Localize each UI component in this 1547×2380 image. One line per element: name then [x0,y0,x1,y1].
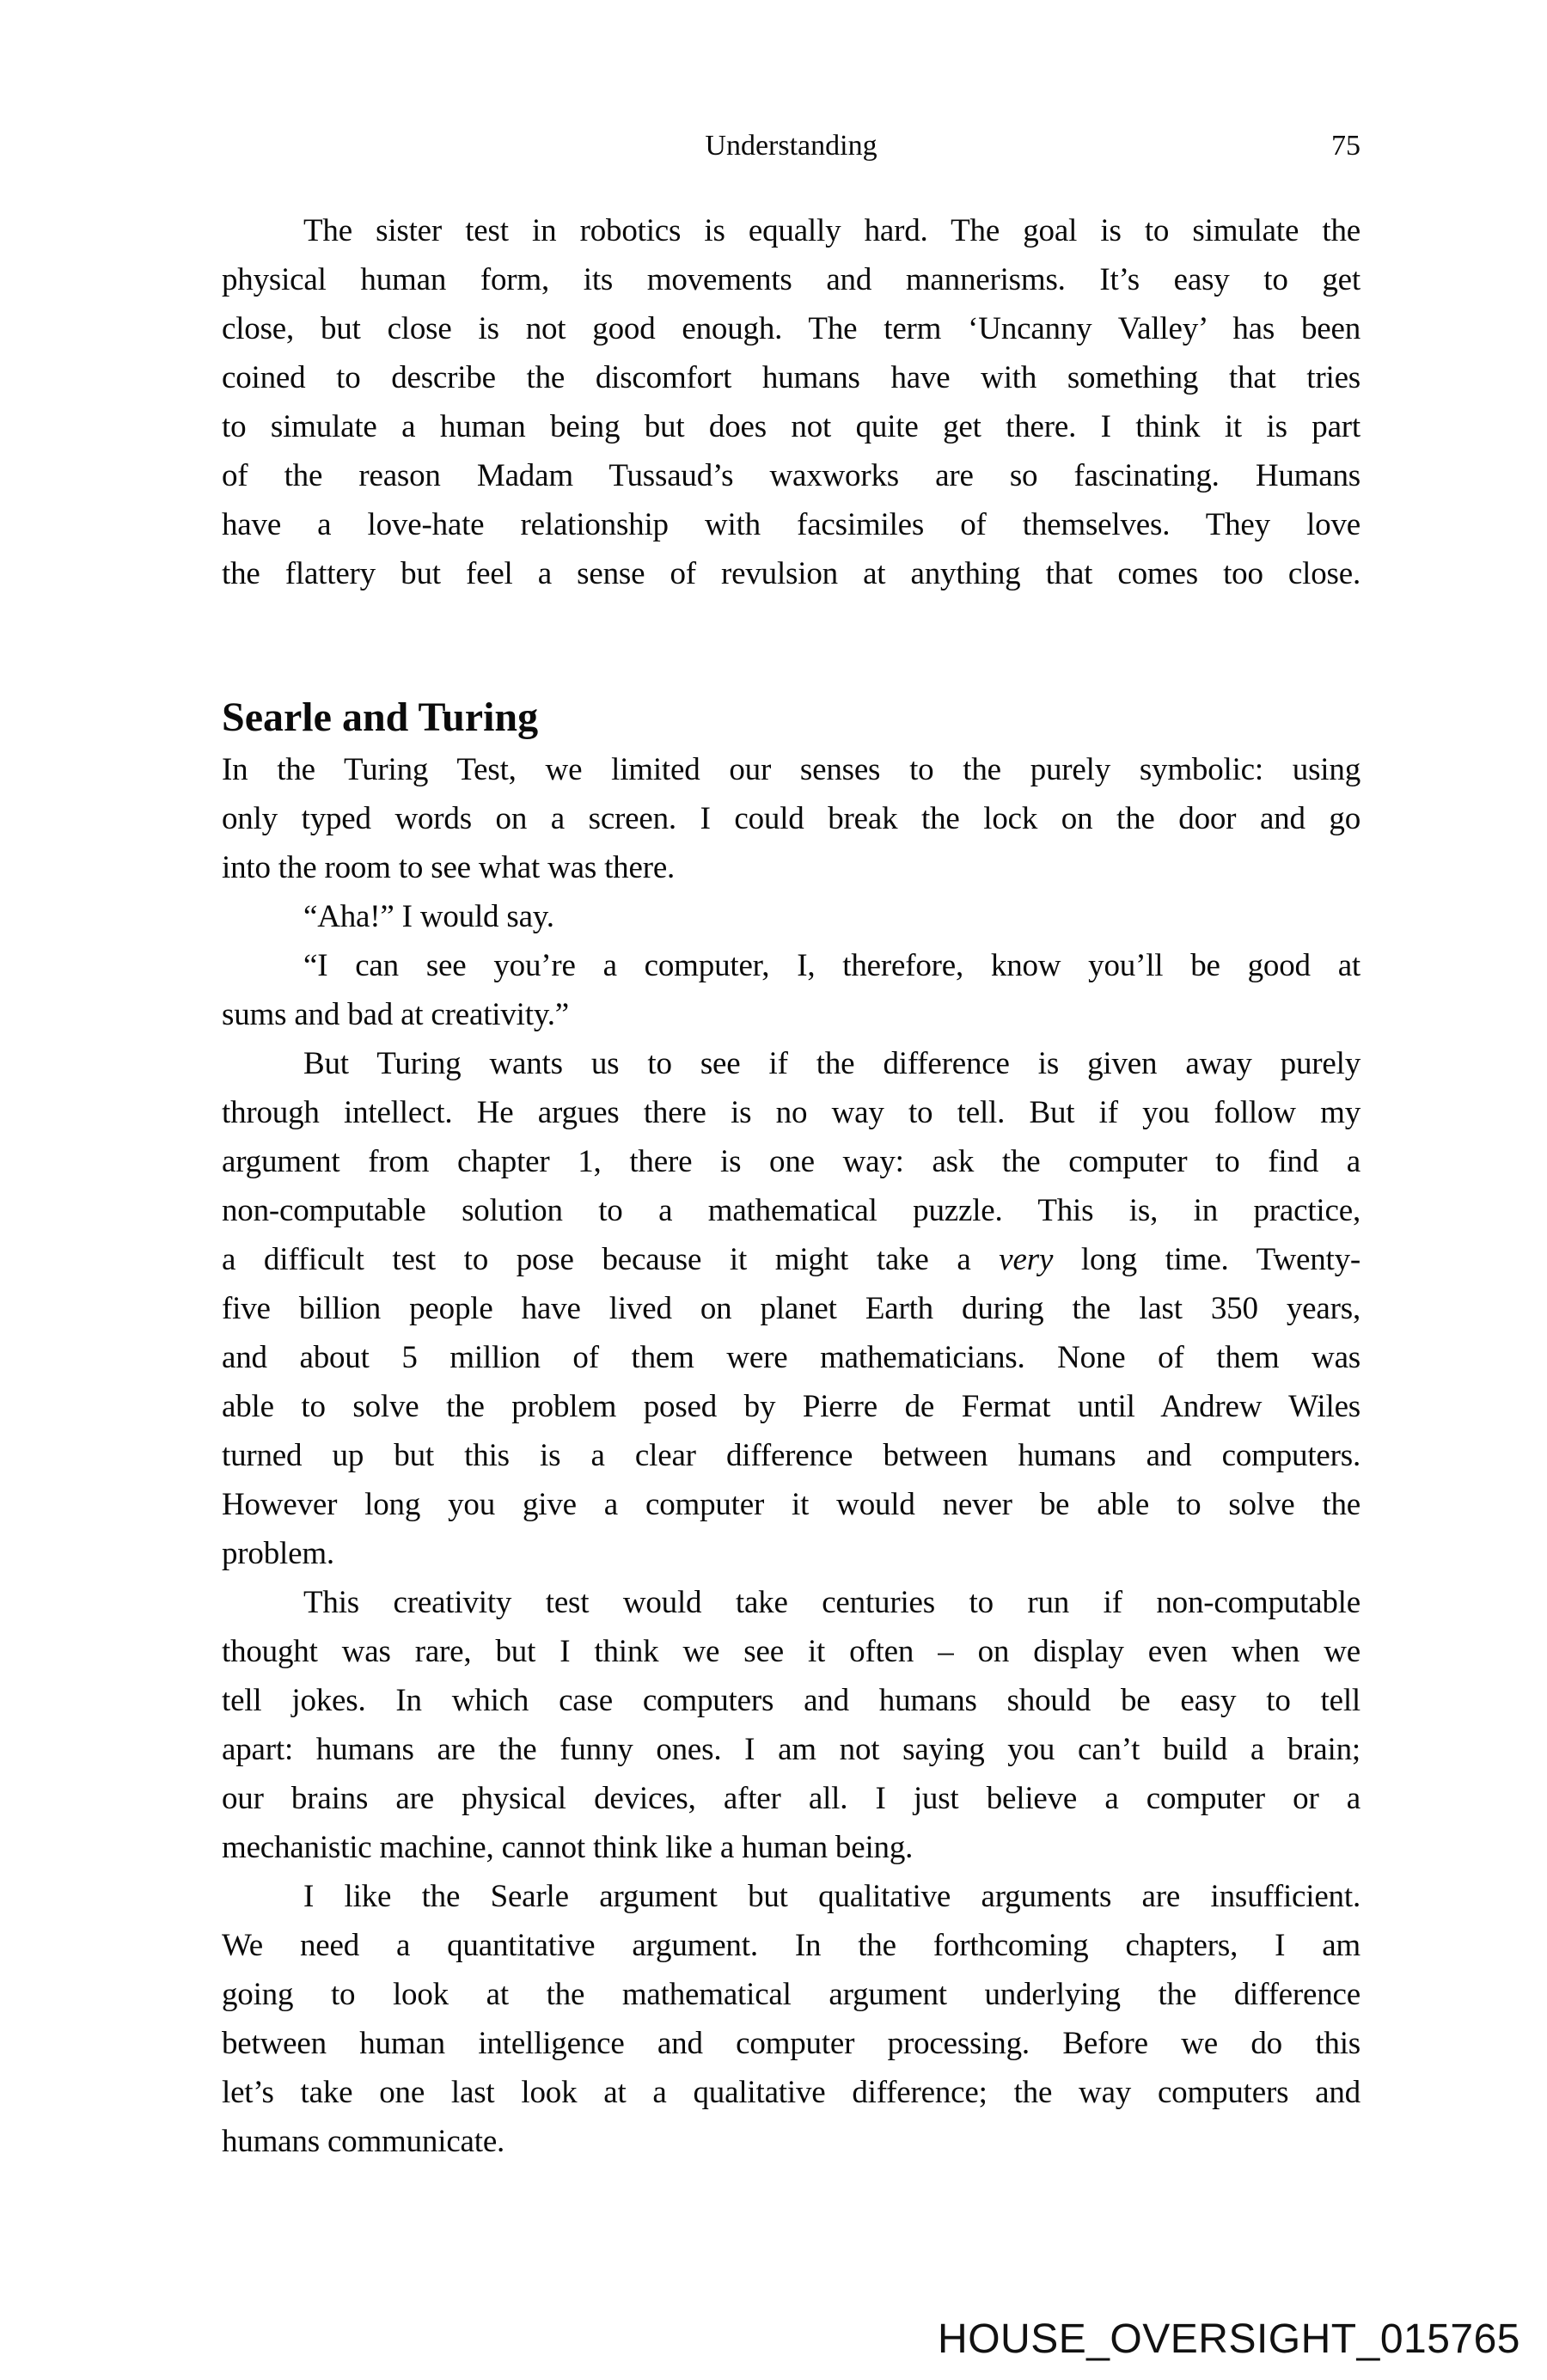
body-line: going to look at the mathematical argument underlying the difference [222,1977,1361,2012]
watermark-bates: HOUSE_OVERSIGHT_015765 [938,2316,1520,2362]
body-paragraph [222,745,1361,892]
body-line: to simulate a human being but does not quite get there. I think it is part [222,409,1361,444]
body-line: apart: humans are the funny ones. I am not saying you can’t build a brain; [222,1732,1361,1767]
body-line: between human intelligence and computer processing. Before we do this [222,2026,1361,2061]
running-title: Understanding [705,130,877,162]
italic-word: very [999,1242,1054,1277]
body-line: our brains are physical devices, after all. I just believe a computer or a [222,1781,1361,1816]
body-paragraph [222,941,1361,1039]
body-line: We need a quantitative argument. In the forthcoming chapters, I am [222,1928,1361,1963]
section-heading: Searle and Turing [222,694,539,740]
body-line: problem. [222,1536,334,1571]
body-paragraph [222,1578,1361,1872]
body-line: close, but close is not good enough. The term ‘Uncanny Valley’ has been [222,311,1361,346]
body-line: thought was rare, but I think we see it often – on display even when we [222,1634,1361,1669]
body-text [222,206,1361,2166]
body-line: turned up but this is a clear difference between humans and computers. [222,1438,1361,1473]
body-line: argument from chapter 1, there is one way: ask the computer to find a [222,1144,1361,1179]
body-line-segment: long time. Twenty- [1053,1242,1361,1277]
body-line: coined to describe the discomfort humans have with something that tries [222,360,1361,395]
body-paragraph [222,1039,1361,1578]
body-line: sums and bad at creativity.” [222,997,570,1032]
body-line: tell jokes. In which case computers and humans should be easy to tell [222,1683,1361,1718]
page-number: 75 [1331,130,1361,162]
body-line: let’s take one last look at a qualitative difference; the way computers and [222,2075,1361,2110]
body-line: able to solve the problem posed by Pierre de Fermat until Andrew Wiles [222,1389,1361,1424]
body-line: of the reason Madam Tussaud’s waxworks are so fascinating. Humans [222,458,1361,493]
body-paragraph [222,206,1361,598]
body-line: the flattery but feel a sense of revulsion at anything that comes too close. [222,556,1361,591]
body-line [222,1235,1361,1284]
body-line: The sister test in robotics is equally hard. The goal is to simulate the [303,213,1361,248]
body-line: “Aha!” I would say. [303,899,554,934]
body-line: This creativity test would take centuries to run if non-computable [303,1585,1361,1620]
body-line: “I can see you’re a computer, I, therefore, know you’ll be good at [303,948,1361,983]
body-line: non-computable solution to a mathematical puzzle. This is, in practice, [222,1193,1361,1228]
body-line: and about 5 million of them were mathematicians. None of them was [222,1340,1361,1375]
body-line: into the room to see what was there. [222,850,676,885]
page-header [222,129,1361,170]
body-line: However long you give a computer it would never be able to solve the [222,1487,1361,1522]
body-line: In the Turing Test, we limited our senses to the purely symbolic: using [222,752,1361,787]
body-line: five billion people have lived on planet Earth during the last 350 years, [222,1291,1361,1326]
body-line: I like the Searle argument but qualitative arguments are insufficient. [303,1879,1361,1914]
body-line: physical human form, its movements and mannerisms. It’s easy to get [222,262,1361,297]
body-line: humans communicate. [222,2124,505,2159]
body-line-segment: a difficult test to pose because it might take a [222,1242,1000,1277]
body-line: have a love-hate relationship with facsimiles of themselves. They love [222,507,1361,542]
body-line: through intellect. He argues there is no way to tell. But if you follow my [222,1095,1361,1130]
body-paragraph [222,892,1361,941]
body-line: But Turing wants us to see if the difference is given away purely [303,1046,1361,1081]
body-line: mechanistic machine, cannot think like a human being. [222,1830,914,1865]
body-line: only typed words on a screen. I could break the lock on the door and go [222,801,1361,836]
body-paragraph [222,1872,1361,2166]
